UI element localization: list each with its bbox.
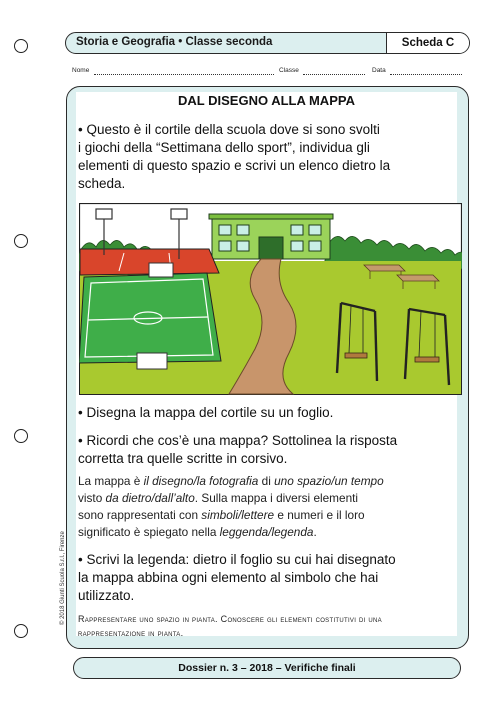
item1-line2: i giochi della “Settimana dello sport”, individua gli: [78, 140, 370, 155]
item1-line4: scheda.: [78, 176, 126, 191]
binder-hole-1: [14, 39, 28, 53]
classe-field[interactable]: [303, 74, 365, 75]
nome-label: Nome: [72, 67, 90, 74]
mappa-line4: significato è spiegato nella leggenda/legenda.: [78, 525, 317, 539]
choice-leggenda[interactable]: leggenda: [219, 525, 269, 539]
objectives-line2: rappresentazione in pianta.: [78, 628, 184, 638]
binder-hole-4: [14, 624, 28, 638]
worksheet-header: [65, 32, 470, 54]
goal-top: [149, 263, 173, 277]
school-building: [209, 214, 333, 259]
scheda-label: Scheda C: [386, 33, 469, 53]
data-field[interactable]: [390, 74, 462, 75]
choice-lettere[interactable]: lettere: [241, 508, 275, 522]
item1-line1: • Questo è il cortile della scuola dove si sono svolti: [78, 122, 380, 137]
choice-da-dietro[interactable]: da dietro: [105, 491, 152, 505]
item3-line1: • Ricordi che cos’è una mappa? Sottolinea la risposta: [78, 433, 398, 448]
footer-label: Dossier n. 3 – 2018 – Verifiche finali: [73, 657, 461, 679]
copyright-note: © 2018 Giunti Scuola S.r.l., Firenze: [60, 531, 66, 625]
data-label: Data: [372, 67, 386, 74]
item4-line3: utilizzato.: [78, 588, 135, 603]
binder-hole-2: [14, 234, 28, 248]
mappa-line3: sono rappresentati con simboli/lettere e numeri e il loro: [78, 508, 365, 522]
mappa-line2: visto da dietro/dall’alto. Sulla mappa i diversi elementi: [78, 491, 359, 505]
binder-hole-3: [14, 429, 28, 443]
classe-label: Classe: [279, 67, 299, 74]
choice-la-fotografia[interactable]: la fotografia: [196, 474, 259, 488]
subject-label: Storia e Geografia • Classe seconda: [76, 36, 273, 48]
nome-field[interactable]: [94, 74, 274, 75]
page-title: DAL DISEGNO ALLA MAPPA: [178, 93, 355, 108]
choice-legenda[interactable]: legenda: [271, 525, 314, 539]
objectives-line1: Rappresentare uno spazio in pianta. Conoscere gli elementi costitutivi di una: [78, 614, 382, 624]
goal-bottom: [137, 353, 167, 369]
choice-un-tempo[interactable]: un tempo: [334, 474, 384, 488]
item4-line2: la mappa abbina ogni elemento al simbolo che hai: [78, 570, 379, 585]
school-courtyard-illustration: [79, 203, 462, 395]
item1-line3: elementi di questo spazio e scrivi un elenco dietro la: [78, 158, 391, 173]
item3-line2: corretta tra quelle scritte in corsivo.: [78, 451, 288, 466]
choice-il-disegno[interactable]: il disegno: [143, 474, 194, 488]
choice-simboli[interactable]: simboli: [201, 508, 239, 522]
item2-text: • Disegna la mappa del cortile su un foglio.: [78, 405, 334, 420]
choice-dall-alto[interactable]: dall’alto: [154, 491, 195, 505]
mappa-line1: La mappa è il disegno/la fotografia di uno spazio/un tempo: [78, 474, 384, 488]
item4-line1: • Scrivi la legenda: dietro il foglio su cui hai disegnato: [78, 552, 396, 567]
choice-uno-spazio[interactable]: uno spazio: [274, 474, 332, 488]
